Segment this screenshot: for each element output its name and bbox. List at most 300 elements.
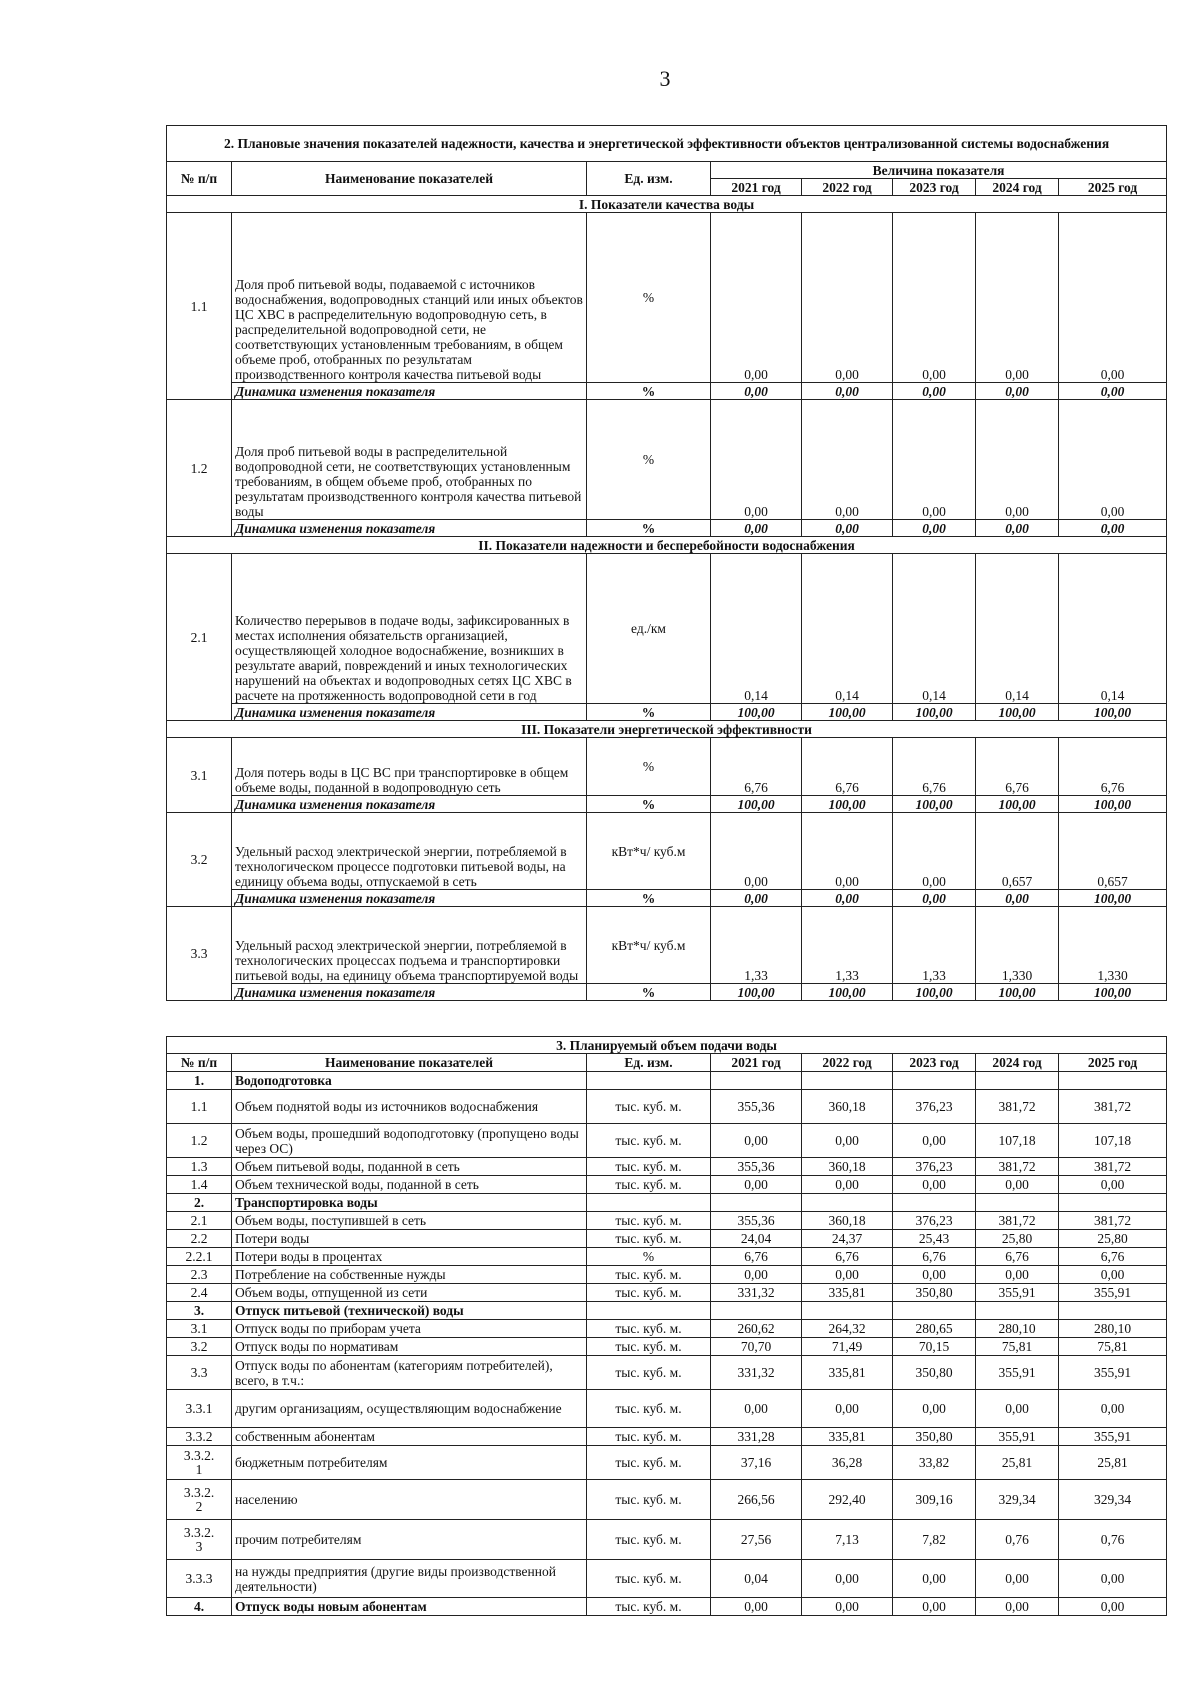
row-num: 2.2 [167,1230,232,1248]
row-value [1059,1194,1167,1212]
row-value: 376,23 [893,1212,976,1230]
row-num: 4. [167,1598,232,1616]
row-unit: тыс. куб. м. [587,1176,711,1194]
indicator-value: 0,00 [802,213,893,383]
group-title-row [167,196,1167,213]
row-value: 0,00 [802,1390,893,1428]
row-name: Объем воды, прошедший водоподготовку (пропущено воды через ОС) [232,1124,587,1158]
row-unit [587,1194,711,1212]
volume-row [167,1320,1167,1338]
row-value: 6,76 [711,1248,802,1266]
dynamics-value: 0,00 [802,890,893,907]
volume-row [167,1338,1167,1356]
header-year: 2023 год [893,1054,976,1072]
indicator-unit: % [587,738,711,796]
header-year: 2021 год [711,179,802,196]
header-num: № п/п [167,162,232,196]
row-value: 7,13 [802,1520,893,1560]
dynamics-unit: % [587,383,711,400]
row-num: 2.4 [167,1284,232,1302]
dynamics-value: 100,00 [711,796,802,813]
row-num: 3.3.2 [167,1428,232,1446]
volume-row [167,1520,1167,1560]
row-value [802,1302,893,1320]
dynamics-value: 0,00 [893,520,976,537]
dynamics-value: 0,00 [711,383,802,400]
indicator-num: 3.1 [167,738,232,813]
row-value: 0,76 [1059,1520,1167,1560]
row-value: 360,18 [802,1158,893,1176]
row-value: 0,00 [711,1390,802,1428]
dynamics-label: Динамика изменения показателя [232,383,587,400]
header-unit: Ед. изм. [587,1054,711,1072]
row-name: Объем поднятой воды из источников водоснабжения [232,1090,587,1124]
indicator-name: Удельный расход электрической энергии, потребляемой в технологических процессах подъема и транспортировки питьевой воды, на единицу объема транспортируемой воды [232,907,587,984]
row-value: 25,80 [976,1230,1059,1248]
row-unit: тыс. куб. м. [587,1090,711,1124]
dynamics-value: 100,00 [802,984,893,1001]
indicator-row [167,907,1167,984]
row-num: 2.3 [167,1266,232,1284]
row-num: 3. [167,1302,232,1320]
dynamics-value: 0,00 [711,890,802,907]
indicator-value: 0,00 [893,813,976,890]
row-value: 381,72 [1059,1212,1167,1230]
section-title-row [167,1037,1167,1054]
indicator-name: Доля проб питьевой воды, подаваемой с источников водоснабжения, водопроводных станций или иных объектов ЦС ХВС в распределительную водопроводную сеть, в распределительной водопроводной сети, не соответствующих установленным требованиям, в общем объеме проб, отобранных по результатам производственного контроля качества питьевой воды [232,213,587,383]
row-value: 355,91 [976,1284,1059,1302]
row-num: 2.1 [167,1212,232,1230]
dynamics-unit: % [587,704,711,721]
row-value: 355,36 [711,1212,802,1230]
indicator-num: 1.1 [167,213,232,400]
row-value: 25,81 [976,1446,1059,1480]
row-value: 75,81 [1059,1338,1167,1356]
row-unit: тыс. куб. м. [587,1230,711,1248]
row-value: 331,28 [711,1428,802,1446]
indicator-value: 1,330 [976,907,1059,984]
row-unit: % [587,1248,711,1266]
indicator-num: 3.2 [167,813,232,907]
row-name: Объем технической воды, поданной в сеть [232,1176,587,1194]
row-value: 350,80 [893,1284,976,1302]
row-unit: тыс. куб. м. [587,1356,711,1390]
row-value: 335,81 [802,1356,893,1390]
row-value: 381,72 [976,1158,1059,1176]
dynamics-value: 100,00 [802,796,893,813]
row-name: Потребление на собственные нужды [232,1266,587,1284]
header-year: 2024 год [976,1054,1059,1072]
volume-row [167,1480,1167,1520]
row-value: 7,82 [893,1520,976,1560]
row-unit: тыс. куб. м. [587,1212,711,1230]
indicator-value: 0,00 [893,400,976,520]
row-unit: тыс. куб. м. [587,1284,711,1302]
section-title-row [167,126,1167,162]
indicator-value: 0,14 [976,554,1059,704]
row-name: Объем питьевой воды, поданной в сеть [232,1158,587,1176]
row-num: 1.1 [167,1090,232,1124]
row-value: 355,91 [1059,1284,1167,1302]
row-value: 260,62 [711,1320,802,1338]
indicator-value: 0,00 [1059,213,1167,383]
volume-row [167,1090,1167,1124]
indicator-value: 0,00 [1059,400,1167,520]
row-num: 3.3 [167,1356,232,1390]
indicator-value: 6,76 [976,738,1059,796]
row-name: Потери воды в процентах [232,1248,587,1266]
section-title: 3. Планируемый объем подачи воды [167,1037,1167,1054]
row-value [1059,1302,1167,1320]
row-value [711,1302,802,1320]
dynamics-value: 100,00 [1059,796,1167,813]
page-number: 3 [659,66,671,91]
row-num: 2. [167,1194,232,1212]
row-value: 25,81 [1059,1446,1167,1480]
row-value: 33,82 [893,1446,976,1480]
indicator-num: 1.2 [167,400,232,537]
volume-row [167,1560,1167,1598]
dynamics-value: 0,00 [1059,383,1167,400]
dynamics-row [167,984,1167,1001]
row-value: 355,36 [711,1158,802,1176]
header-name: Наименование показателей [232,1054,587,1072]
row-name: бюджетным потребителям [232,1446,587,1480]
header-value-group: Величина показателя [711,162,1167,179]
indicator-value: 0,00 [802,400,893,520]
volume-row [167,1302,1167,1320]
row-value: 0,00 [802,1560,893,1598]
dynamics-value: 0,00 [802,520,893,537]
reliability-quality-table [166,125,1167,1001]
row-value: 0,00 [711,1598,802,1616]
dynamics-unit: % [587,984,711,1001]
dynamics-value: 100,00 [893,704,976,721]
row-value: 0,00 [976,1390,1059,1428]
row-value [976,1072,1059,1090]
header-unit: Ед. изм. [587,162,711,196]
group-title-row [167,537,1167,554]
dynamics-value: 0,00 [1059,520,1167,537]
row-value: 0,00 [711,1266,802,1284]
indicator-name: Количество перерывов в подаче воды, зафиксированных в местах исполнения обязательств организацией, осуществляющей холодное водоснабжение, возникших в результате аварий, повреждений и иных технологических нарушений на объектах и водопроводных сетях ЦС ХВС в расчете на протяженность водопроводной сети в год [232,554,587,704]
indicator-unit: % [587,400,711,520]
row-name: Отпуск воды новым абонентам [232,1598,587,1616]
dynamics-label: Динамика изменения показателя [232,890,587,907]
row-name: Отпуск воды по нормативам [232,1338,587,1356]
row-value: 25,43 [893,1230,976,1248]
row-value: 264,32 [802,1320,893,1338]
row-value: 355,36 [711,1090,802,1124]
indicator-value: 1,33 [802,907,893,984]
indicator-unit: кВт*ч/ куб.м [587,907,711,984]
dynamics-value: 100,00 [976,704,1059,721]
row-num: 1.2 [167,1124,232,1158]
row-value [802,1194,893,1212]
volume-row [167,1176,1167,1194]
volume-row [167,1248,1167,1266]
volume-row [167,1158,1167,1176]
row-name: на нужды предприятия (другие виды производственной деятельности) [232,1560,587,1598]
indicator-value: 0,00 [893,213,976,383]
indicator-value: 6,76 [711,738,802,796]
row-name: собственным абонентам [232,1428,587,1446]
header-name: Наименование показателей [232,162,587,196]
row-name: Потери воды [232,1230,587,1248]
row-value: 280,10 [976,1320,1059,1338]
row-value: 70,15 [893,1338,976,1356]
row-value: 360,18 [802,1090,893,1124]
row-value: 0,00 [711,1124,802,1158]
group-title: I. Показатели качества воды [167,196,1167,213]
row-value: 0,00 [1059,1560,1167,1598]
row-name: Объем воды, отпущенной из сети [232,1284,587,1302]
indicator-value: 0,00 [802,813,893,890]
row-value: 70,70 [711,1338,802,1356]
dynamics-row [167,383,1167,400]
row-name: прочим потребителям [232,1520,587,1560]
dynamics-unit: % [587,796,711,813]
row-value [976,1302,1059,1320]
dynamics-value: 100,00 [893,984,976,1001]
row-value: 0,00 [893,1560,976,1598]
row-value: 0,00 [893,1124,976,1158]
row-unit: тыс. куб. м. [587,1428,711,1446]
row-value: 27,56 [711,1520,802,1560]
dynamics-row [167,704,1167,721]
row-num: 1.3 [167,1158,232,1176]
row-num: 2.2.1 [167,1248,232,1266]
row-value: 0,00 [976,1266,1059,1284]
indicator-value: 0,00 [711,213,802,383]
dynamics-unit: % [587,520,711,537]
row-value: 381,72 [976,1212,1059,1230]
indicator-unit: % [587,213,711,383]
indicator-row [167,738,1167,796]
indicator-value: 0,657 [1059,813,1167,890]
row-value: 107,18 [976,1124,1059,1158]
row-value: 0,00 [802,1266,893,1284]
volume-row [167,1446,1167,1480]
row-value: 331,32 [711,1356,802,1390]
volume-row [167,1230,1167,1248]
header-year: 2022 год [802,1054,893,1072]
row-value: 0,00 [976,1598,1059,1616]
row-name: Отпуск питьевой (технической) воды [232,1302,587,1320]
dynamics-value: 100,00 [976,796,1059,813]
row-name: другим организациям, осуществляющим водоснабжение [232,1390,587,1428]
row-value [711,1072,802,1090]
row-value: 0,00 [976,1560,1059,1598]
row-unit: тыс. куб. м. [587,1158,711,1176]
row-num: 3.2 [167,1338,232,1356]
row-unit: тыс. куб. м. [587,1560,711,1598]
indicator-value: 6,76 [802,738,893,796]
row-value: 0,00 [802,1598,893,1616]
volume-row [167,1428,1167,1446]
row-unit [587,1072,711,1090]
row-name: Отпуск воды по приборам учета [232,1320,587,1338]
row-num: 3.3.2. 1 [167,1446,232,1480]
row-value: 280,65 [893,1320,976,1338]
group-title: III. Показатели энергетической эффективности [167,721,1167,738]
row-value: 329,34 [976,1480,1059,1520]
row-num: 3.3.1 [167,1390,232,1428]
row-name: Транспортировка воды [232,1194,587,1212]
row-unit: тыс. куб. м. [587,1338,711,1356]
row-value: 0,00 [802,1176,893,1194]
row-unit: тыс. куб. м. [587,1446,711,1480]
dynamics-row [167,890,1167,907]
row-value: 350,80 [893,1356,976,1390]
volume-row [167,1072,1167,1090]
row-value: 6,76 [893,1248,976,1266]
indicator-value: 0,14 [893,554,976,704]
header-year: 2025 год [1059,1054,1167,1072]
row-num: 3.1 [167,1320,232,1338]
row-name: Отпуск воды по абонентам (категориям потребителей), всего, в т.ч.: [232,1356,587,1390]
water-supply-volume-table [166,1036,1167,1616]
row-value: 329,34 [1059,1480,1167,1520]
row-value: 381,72 [976,1090,1059,1124]
indicator-name: Доля потерь воды в ЦС ВС при транспортировке в общем объеме воды, поданной в водопроводную сеть [232,738,587,796]
volume-row [167,1284,1167,1302]
row-value: 0,00 [1059,1176,1167,1194]
row-value: 0,00 [1059,1598,1167,1616]
group-title-row [167,721,1167,738]
row-value: 381,72 [1059,1090,1167,1124]
volume-row [167,1390,1167,1428]
indicator-value: 1,33 [711,907,802,984]
volume-row [167,1266,1167,1284]
row-value [711,1194,802,1212]
row-value: 24,37 [802,1230,893,1248]
row-unit: тыс. куб. м. [587,1480,711,1520]
row-value: 75,81 [976,1338,1059,1356]
row-value: 6,76 [976,1248,1059,1266]
indicator-row [167,400,1167,520]
indicator-value: 0,00 [976,400,1059,520]
dynamics-label: Динамика изменения показателя [232,796,587,813]
indicator-num: 2.1 [167,554,232,721]
indicator-value: 6,76 [1059,738,1167,796]
row-unit: тыс. куб. м. [587,1266,711,1284]
indicator-num: 3.3 [167,907,232,1001]
dynamics-row [167,796,1167,813]
row-unit: тыс. куб. м. [587,1320,711,1338]
indicator-value: 1,330 [1059,907,1167,984]
header-year: 2025 год [1059,179,1167,196]
row-value: 71,49 [802,1338,893,1356]
row-value: 37,16 [711,1446,802,1480]
dynamics-value: 0,00 [711,520,802,537]
volume-row [167,1598,1167,1616]
indicator-value: 0,14 [711,554,802,704]
dynamics-value: 100,00 [711,984,802,1001]
indicator-name: Удельный расход электрической энергии, потребляемой в технологическом процессе подготовки питьевой воды, на единицу объема воды, отпускаемой в сеть [232,813,587,890]
volume-row [167,1194,1167,1212]
row-value: 360,18 [802,1212,893,1230]
row-value: 381,72 [1059,1158,1167,1176]
header-row [167,162,1167,179]
indicator-value: 0,657 [976,813,1059,890]
dynamics-row [167,520,1167,537]
row-unit: тыс. куб. м. [587,1520,711,1560]
volume-row [167,1124,1167,1158]
dynamics-label: Динамика изменения показателя [232,984,587,1001]
row-name: населению [232,1480,587,1520]
indicator-row [167,813,1167,890]
indicator-value: 0,14 [802,554,893,704]
header-year: 2022 год [802,179,893,196]
indicator-name: Доля проб питьевой воды в распределительной водопроводной сети, не соответствующих установленным требованиям, в общем объеме проб, отобранных по результатам производственного контроля качества питьевой воды [232,400,587,520]
indicator-value: 0,00 [976,213,1059,383]
row-value: 335,81 [802,1428,893,1446]
header-row [167,1054,1167,1072]
row-value: 25,80 [1059,1230,1167,1248]
dynamics-value: 100,00 [976,984,1059,1001]
indicator-value: 1,33 [893,907,976,984]
row-value [893,1302,976,1320]
row-unit: тыс. куб. м. [587,1390,711,1428]
row-value: 280,10 [1059,1320,1167,1338]
indicator-value: 0,00 [711,400,802,520]
row-value: 6,76 [1059,1248,1167,1266]
row-value: 0,00 [1059,1390,1167,1428]
dynamics-value: 100,00 [1059,704,1167,721]
header-num: № п/п [167,1054,232,1072]
indicator-value: 6,76 [893,738,976,796]
row-value: 6,76 [802,1248,893,1266]
row-value: 266,56 [711,1480,802,1520]
row-value: 376,23 [893,1090,976,1124]
row-value: 331,32 [711,1284,802,1302]
row-value [976,1194,1059,1212]
row-value: 355,91 [976,1428,1059,1446]
row-value: 0,00 [1059,1266,1167,1284]
row-num: 3.3.3 [167,1560,232,1598]
row-num: 1.4 [167,1176,232,1194]
dynamics-value: 0,00 [893,890,976,907]
dynamics-value: 100,00 [893,796,976,813]
row-value: 107,18 [1059,1124,1167,1158]
row-value [893,1072,976,1090]
row-value: 292,40 [802,1480,893,1520]
row-value: 355,91 [1059,1356,1167,1390]
row-value: 309,16 [893,1480,976,1520]
indicator-value: 0,00 [711,813,802,890]
dynamics-value: 100,00 [1059,984,1167,1001]
header-year: 2024 год [976,179,1059,196]
section-title: 2. Плановые значения показателей надежности, качества и энергетической эффективности объектов централизованной системы водоснабжения [167,126,1167,162]
row-value: 0,00 [976,1176,1059,1194]
row-num: 1. [167,1072,232,1090]
row-value: 350,80 [893,1428,976,1446]
dynamics-value: 100,00 [802,704,893,721]
indicator-row [167,554,1167,704]
row-value: 0,00 [893,1176,976,1194]
group-title: II. Показатели надежности и бесперебойности водоснабжения [167,537,1167,554]
row-num: 3.3.2. 2 [167,1480,232,1520]
row-value [893,1194,976,1212]
dynamics-value: 100,00 [1059,890,1167,907]
dynamics-value: 100,00 [711,704,802,721]
volume-row [167,1212,1167,1230]
indicator-unit: ед./км [587,554,711,704]
row-num: 3.3.2. 3 [167,1520,232,1560]
dynamics-value: 0,00 [802,383,893,400]
row-unit [587,1302,711,1320]
